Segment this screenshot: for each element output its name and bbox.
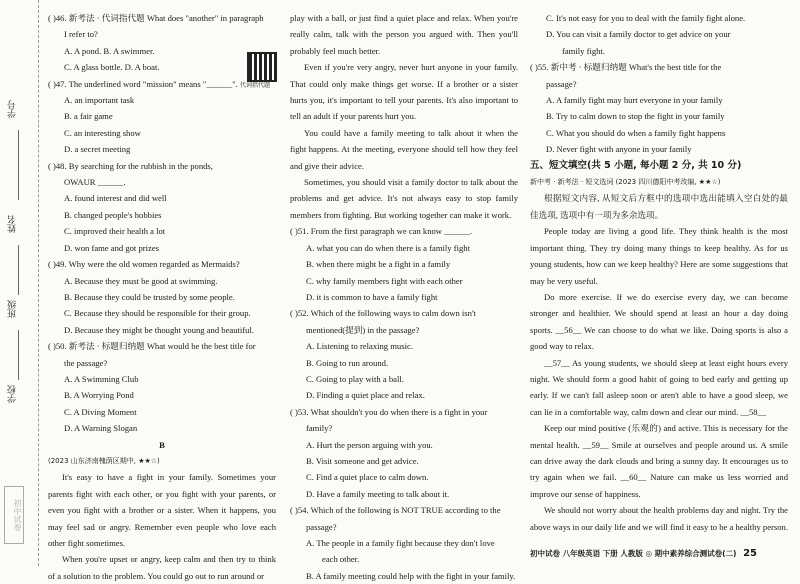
col1-line: A. found interest and did well <box>64 193 167 204</box>
col3-line: passage? <box>546 78 577 89</box>
col1-line: ( )50. 新考法 · 标题归纳题 What would be the best title for <box>48 341 256 352</box>
col2-line: B. Visit someone and get advice. <box>306 455 419 466</box>
col1-line: the passage? <box>64 357 108 368</box>
column-1 <box>48 10 276 584</box>
margin-label-student-id: 学号 <box>8 100 18 118</box>
col1-line: I refer to? <box>64 29 98 40</box>
col2-line: C. why family members fight with each other <box>306 275 463 286</box>
col2-line: B. A family meeting could help with the fight in your family. <box>306 570 516 581</box>
col2-line: ( )54. Which of the following is NOT TRUE according to the <box>290 505 501 516</box>
col3-line: __57__ As young students, we should sleep at least eight hours every night. We should form a good habit of going to bed early and getting up early. If we can't fall asleep soon or aren't able to have a good sleep, we can lie in a comfortable way, calm down and clear our mind. __58__ <box>530 357 788 417</box>
col1-line: C. A Diving Moment <box>64 406 137 417</box>
col1-line: (2023 山东济南槐荫区期中, ★★☆) <box>48 456 160 465</box>
col2-line: C. Find a quiet place to calm down. <box>306 472 429 483</box>
col2-line: ( )51. From the first paragraph we can know ______. <box>290 226 473 237</box>
col1-line: D. won fame and got prizes <box>64 242 159 253</box>
col1-line: B. A Worrying Pond <box>64 390 134 401</box>
col1-line: B. a fair game <box>64 111 113 122</box>
col2-line: each other. <box>322 554 360 565</box>
col1-line: C. A glass bottle. D. A boat. <box>64 62 160 73</box>
column-2 <box>290 10 518 584</box>
col1-line: C. an interesting show <box>64 127 141 138</box>
col2-line: family? <box>306 423 333 434</box>
margin-label-name: 姓名 <box>8 215 18 233</box>
col2-line: Even if you're very angry, never hurt anyone in your family. That could only make things get worse. If a brother or a sister hurts you, it's important to tell your parents. It's also important to tell an adult if your parents hurt you. <box>290 62 518 122</box>
qr-caption: 代词指代题 <box>240 82 271 89</box>
col2-line: A. Listening to relaxing music. <box>306 341 413 352</box>
col2-line: D. it is common to have a family fight <box>306 291 438 302</box>
margin-label-class: 班级 <box>8 300 18 318</box>
col1-line: D. a secret meeting <box>64 144 131 155</box>
col3-line: We should not worry about the health problems day and night. Try the above ways in our daily life and we will find it easy to be a healthy person. <box>530 505 788 532</box>
binding-margin <box>0 0 39 566</box>
col1-line: ( )49. Why were the old women regarded as Mermaids? <box>48 259 240 270</box>
margin-line <box>18 330 19 380</box>
col3-line: A. A family fight may hurt everyone in your family <box>546 95 723 106</box>
col1-line: B. changed people's hobbies <box>64 209 162 220</box>
col1-line: A. A pond. B. A swimmer. <box>64 45 155 56</box>
page-number: 25 <box>743 548 758 559</box>
col3-line: Do more exercise. If we do exercise every day, we can become stronger and healthier. We should spend at least an hour a day doing sports. __56__ We can choose to do what we like. Doing sports is also a good way to relax. <box>530 291 788 352</box>
col3-line: family fight. <box>562 45 605 56</box>
margin-line <box>18 130 19 200</box>
col2-line: A. what you can do when there is a family fight <box>306 242 470 253</box>
col1-line: A. A Swimming Club <box>64 373 139 384</box>
col3-line: 根据短文内容, 从短文后方框中的选项中选出能填入空白处的最佳选项, 选项中有一项为多余选项。 <box>530 193 788 220</box>
col1-line: A. an important task <box>64 95 135 106</box>
col1-line: B. Because they could be trusted by some people. <box>64 291 235 302</box>
col1-line: When you're upset or angry, keep calm and then try to think of a solution to the problem. You could go out to run around or <box>48 554 276 581</box>
col2-line: You could have a family meeting to talk about it when the fight happens. At the meeting, everyone should tell how they feel and give their advice. <box>290 127 518 171</box>
col2-line: B. Going to run around. <box>306 357 389 368</box>
col1-line: C. Because they should be responsible for their group. <box>64 308 251 319</box>
margin-label-school: 学校 <box>8 385 18 403</box>
col1-line: D. A Warning Slogan <box>64 423 138 434</box>
col2-line: B. when there might be a fight in a family <box>306 259 451 270</box>
col3-line: D. You can visit a family doctor to get advice on your <box>546 29 731 40</box>
col3-line: C. It's not easy for you to deal with the family fight alone. <box>546 13 746 23</box>
col1-line: A. Because they must be good at swimming. <box>64 275 218 286</box>
col1-line: It's easy to have a fight in your family. Sometimes your parents fight with each other, or you fight with your parents, or even you fight with a brother or a sister. When it happens, you may feel sad or angry. Remember even people who love each other fight sometimes. <box>48 472 276 548</box>
page-footer <box>530 548 788 559</box>
col1-line: OWAUR ______. <box>64 177 126 188</box>
col3-line: 五、短文填空(共 5 小题, 每小题 2 分, 共 10 分) <box>530 159 742 171</box>
col2-line: C. Going to play with a ball. <box>306 373 404 384</box>
col2-line: A. The people in a family fight because they don't love <box>306 538 495 548</box>
col1-line: C. improved their health a lot <box>64 226 166 237</box>
col2-line: ( )52. Which of the following ways to calm down isn't <box>290 308 476 319</box>
col3-line: C. What you should do when a family fight happens <box>546 127 726 138</box>
margin-line <box>18 245 19 295</box>
column-3 <box>530 10 788 535</box>
footer-title: 初中试卷 八年级英语 下册 人教版 ◎ 期中素养综合测试卷(二) <box>530 549 737 558</box>
col1-line: ( )47. The underlined word "mission" means "______". <box>48 78 238 89</box>
col1-line: ( )46. 新考法 · 代词指代题 What does "another" in paragraph <box>48 13 264 23</box>
exam-badge: 初中试卷 <box>4 486 24 544</box>
col2-line: ( )53. What shouldn't you do when there is a fight in your <box>290 406 488 417</box>
col2-line: play with a ball, or just find a quiet place and relax. When you're really calm, talk with the person you argued with. Then you'll probably feel much better. <box>290 13 518 56</box>
col3-line: People today are living a good life. They think health is the most important thing. They try doing many things to keep healthy. As for us young students, how can we keep healthy? Here are some suggestions that may be very useful. <box>530 226 788 286</box>
col2-line: passage? <box>306 521 337 532</box>
col2-line: mentioned(提到) in the passage? <box>306 324 420 335</box>
col1-line: D. Because they might be thought young and beautiful. <box>64 324 254 335</box>
col1-line: ( )48. By searching for the rubbish in the ponds, <box>48 160 213 171</box>
col3-line: ( )55. 新中考 · 标题归纳题 What's the best title for the <box>530 62 722 73</box>
col3-line: 新中考 · 新考法 · 短文选词 (2023 四川德阳中考改编, ★★☆) <box>530 178 721 187</box>
col2-line: D. Finding a quiet place and relax. <box>306 390 425 401</box>
col1-line: B <box>159 439 165 450</box>
col3-line: Keep our mind positive (乐观的) and active. This is necessary for the mental health. __59__ Smile at ourselves and people around us. A smile can drive away the dark clouds and bring a sunny day. It encourages us to try again when we fail. __60__ Nature can make us less worried and improve our sense of happiness. <box>530 423 788 499</box>
col2-line: D. Have a family meeting to talk about it. <box>306 488 450 499</box>
col2-line: A. Hurt the person arguing with you. <box>306 439 433 450</box>
col2-line: Sometimes, you should visit a family doctor to talk about the problems and get advice. It's not always easy to stop family members from fighting. But working together can make it work. <box>290 177 518 220</box>
col3-line: D. Never fight with anyone in your family <box>546 144 692 155</box>
col3-line: B. Try to calm down to stop the fight in your family <box>546 111 725 122</box>
